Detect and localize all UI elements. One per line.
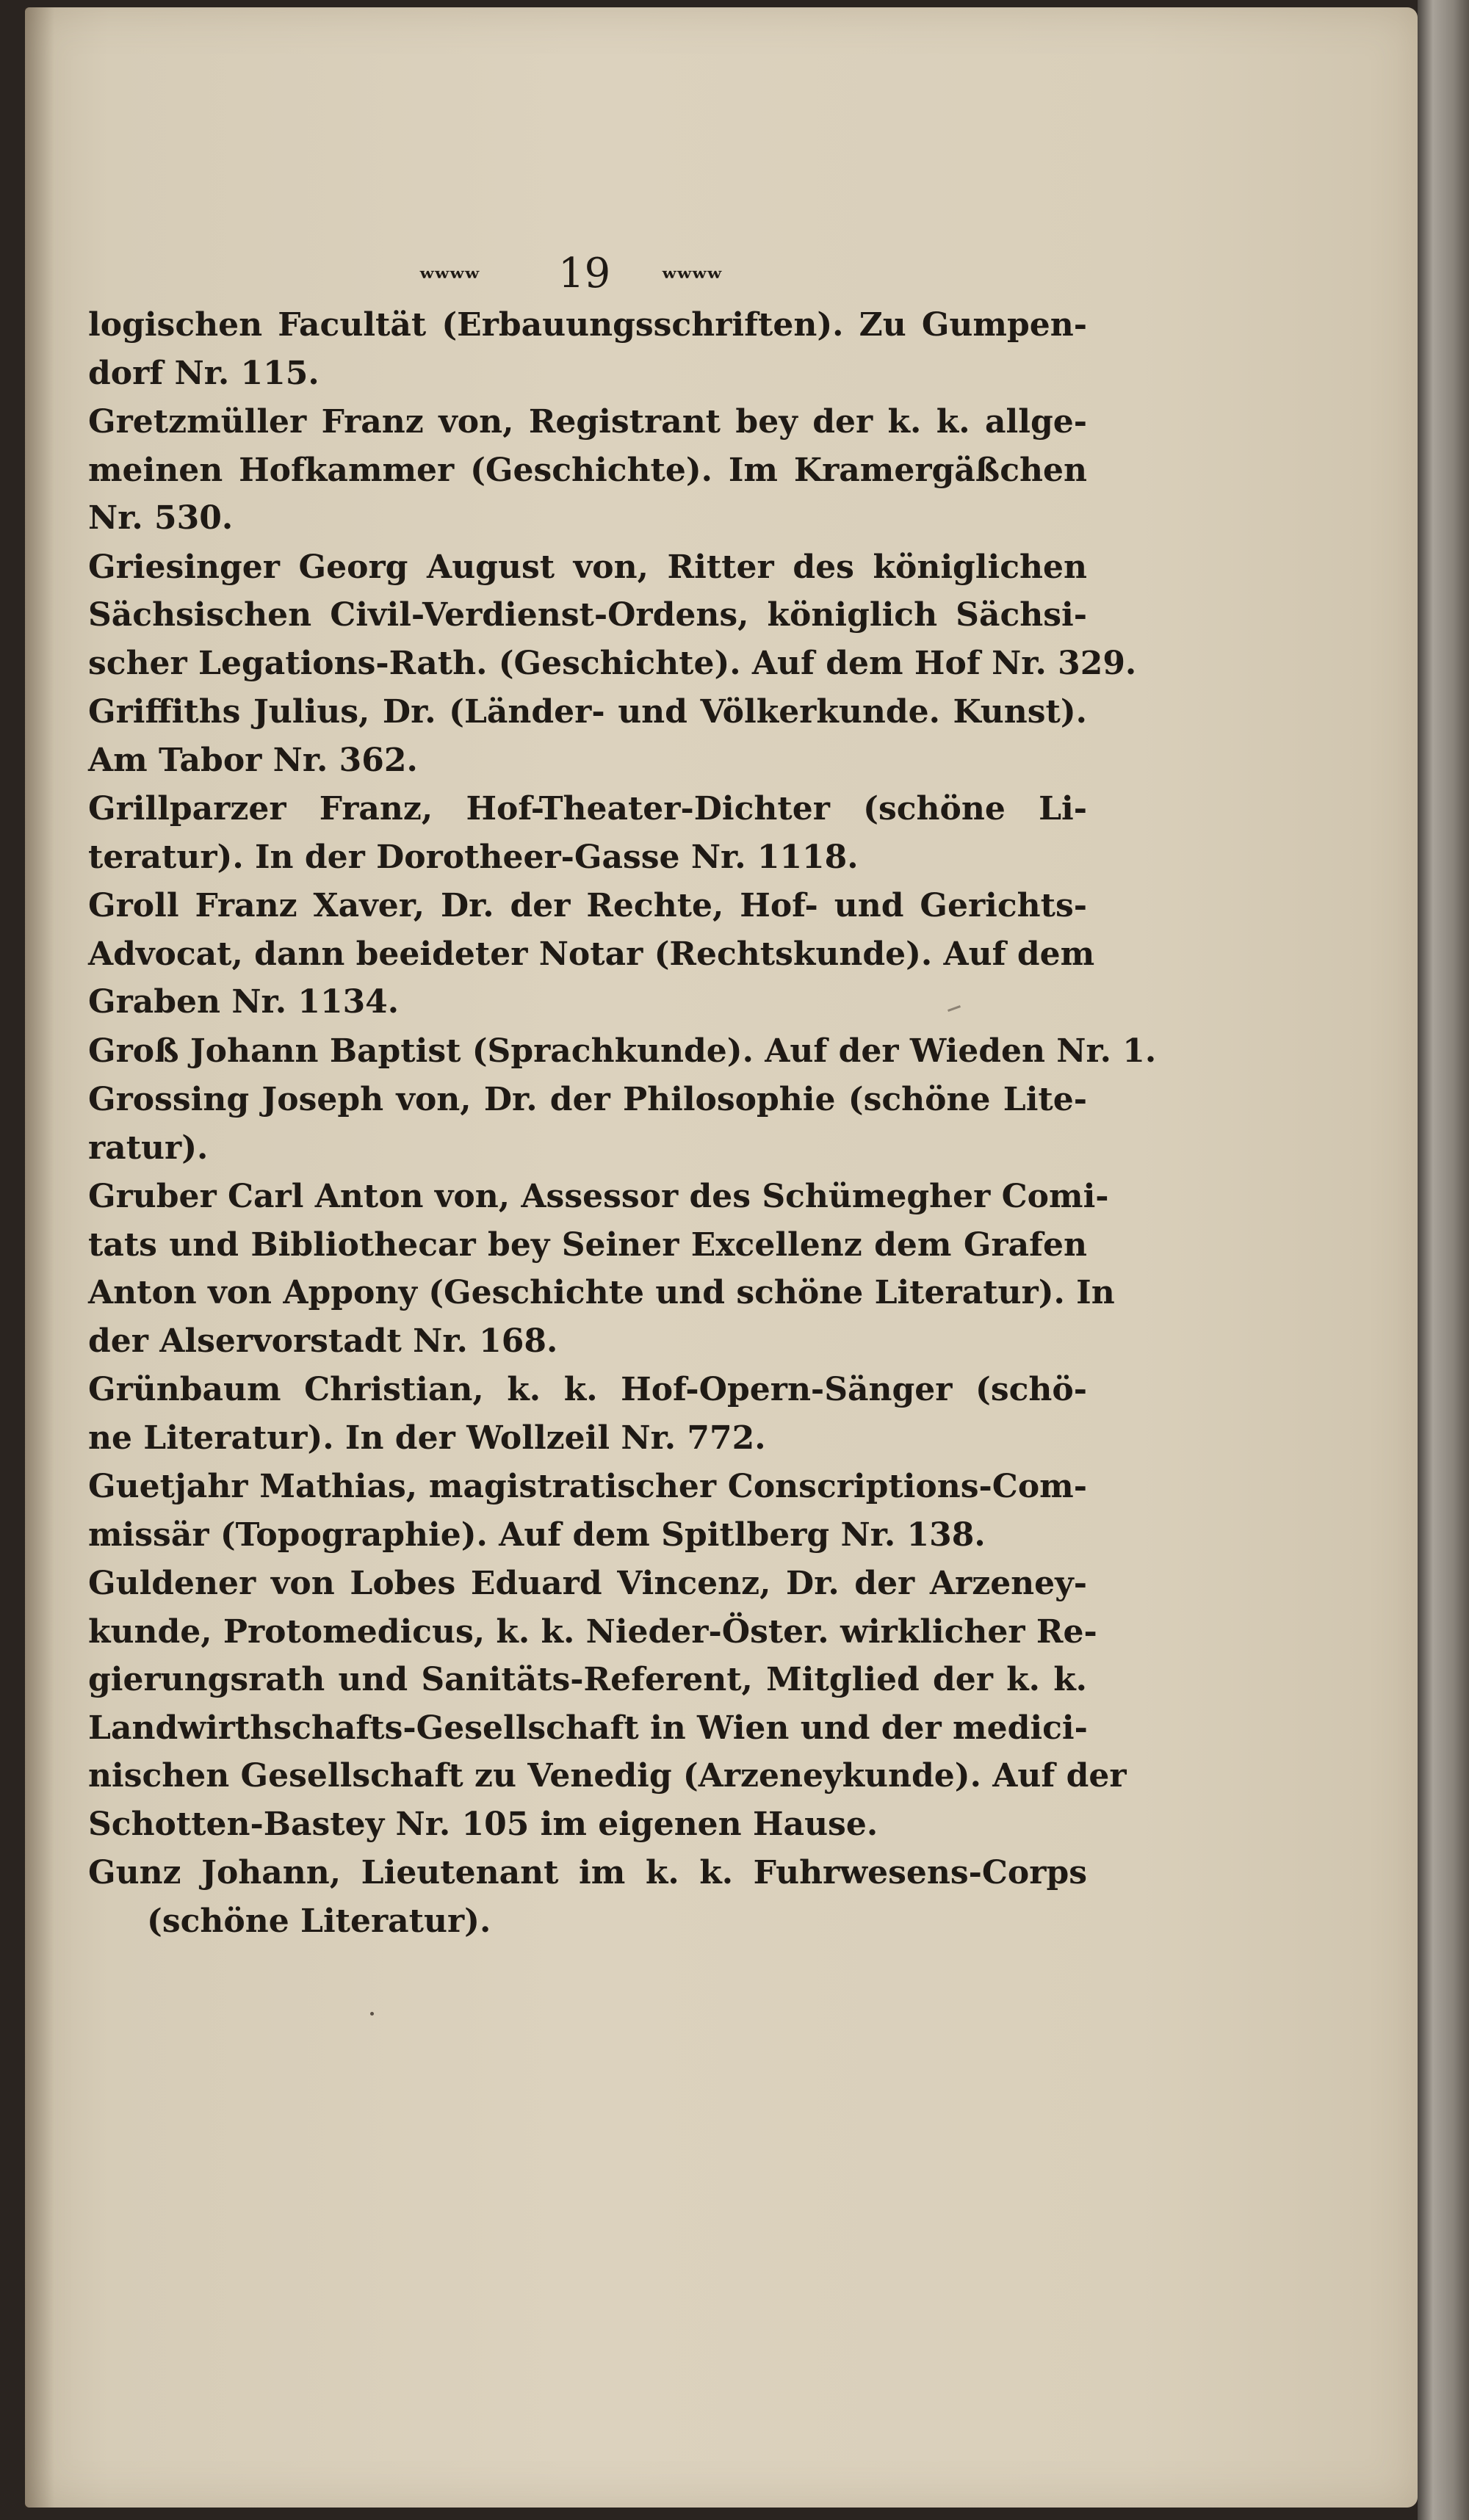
- entry-first-line: Guetjahr Mathias, magistratischer Conscriptions-Com-: [88, 1468, 1087, 1505]
- text-line: der Alservorstadt Nr. 168.: [88, 1322, 558, 1360]
- text-line: Sächsischen Civil-Verdienst-Ordens, königlich Sächsi-: [88, 596, 1087, 634]
- entry-first-line: Grillparzer Franz, Hof-Theater-Dichter (schöne Li-: [88, 790, 1087, 828]
- entry-first-line: Gunz Johann, Lieutenant im k. k. Fuhrwesens-Corps: [88, 1854, 1087, 1891]
- text-line: teratur). In der Dorotheer-Gasse Nr. 1118.: [88, 838, 859, 876]
- entry-first-line: Griffiths Julius, Dr. (Länder- und Völkerkunde. Kunst).: [88, 693, 1087, 731]
- page-edge: [1418, 0, 1469, 2520]
- entry-first-line: Griesinger Georg August von, Ritter des königlichen: [88, 548, 1087, 586]
- text-line: dorf Nr. 115.: [88, 354, 320, 392]
- text-line: missär (Topographie). Auf dem Spitlberg Nr. 138.: [88, 1516, 986, 1554]
- page-header: [419, 250, 734, 308]
- text-line: scher Legations-Rath. (Geschichte). Auf dem Hof Nr. 329.: [88, 644, 1137, 682]
- text-line: gierungsrath und Sanitäts-Referent, Mitglied der k. k.: [88, 1661, 1087, 1698]
- text-line: Schotten-Bastey Nr. 105 im eigenen Hause.: [88, 1805, 878, 1843]
- text-line: Advocat, dann beeideter Notar (Rechtskunde). Auf dem: [88, 935, 1095, 973]
- text-line: (schöne Literatur).: [147, 1902, 491, 1940]
- entry-first-line: Gruber Carl Anton von, Assessor des Schümegher Comi-: [88, 1178, 1109, 1215]
- text-line: ratur).: [88, 1129, 209, 1167]
- header-ornament-left: ʷʷʷʷ: [419, 263, 479, 292]
- entry-first-line: Guldener von Lobes Eduard Vincenz, Dr. der Arzeney-: [88, 1565, 1087, 1602]
- binding-shadow: [25, 7, 54, 2508]
- text-line: Am Tabor Nr. 362.: [88, 741, 418, 779]
- text-line: Landwirthschafts-Gesellschaft in Wien und der medici-: [88, 1709, 1088, 1747]
- directory-text: [88, 301, 1157, 1945]
- text-line: Graben Nr. 1134.: [88, 983, 400, 1021]
- header-ornament-right: ʷʷʷʷ: [661, 263, 721, 292]
- text-line: Anton von Appony (Geschichte und schöne Literatur). In: [88, 1274, 1115, 1311]
- text-line: kunde, Protomedicus, k. k. Nieder-Öster. wirklicher Re-: [88, 1612, 1097, 1651]
- ink-speck: [370, 2012, 374, 2016]
- entry-first-line: Grünbaum Christian, k. k. Hof-Opern-Sänger (schö-: [88, 1371, 1087, 1408]
- text-line: tats und Bibliothecar bey Seiner Excellenz dem Grafen: [88, 1225, 1087, 1264]
- entry-first-line: Groll Franz Xaver, Dr. der Rechte, Hof- und Gerichts-: [88, 887, 1087, 924]
- entry-first-line: Grossing Joseph von, Dr. der Philosophie (schöne Lite-: [88, 1081, 1087, 1118]
- entry-first-line: Gretzmüller Franz von, Registrant bey der k. k. allge-: [88, 403, 1087, 441]
- text-line: logischen Facultät (Erbauungsschriften). Zu Gumpen-: [88, 306, 1087, 344]
- text-line: Nr. 530.: [88, 499, 234, 537]
- page-number: 19: [558, 250, 611, 297]
- text-line: meinen Hofkammer (Geschichte). Im Kramergäßchen: [88, 451, 1087, 489]
- entry-first-line: Groß Johann Baptist (Sprachkunde). Auf der Wieden Nr. 1.: [88, 1032, 1157, 1070]
- text-line: ne Literatur). In der Wollzeil Nr. 772.: [88, 1419, 766, 1457]
- text-line: nischen Gesellschaft zu Venedig (Arzeneykunde). Auf der: [88, 1757, 1127, 1795]
